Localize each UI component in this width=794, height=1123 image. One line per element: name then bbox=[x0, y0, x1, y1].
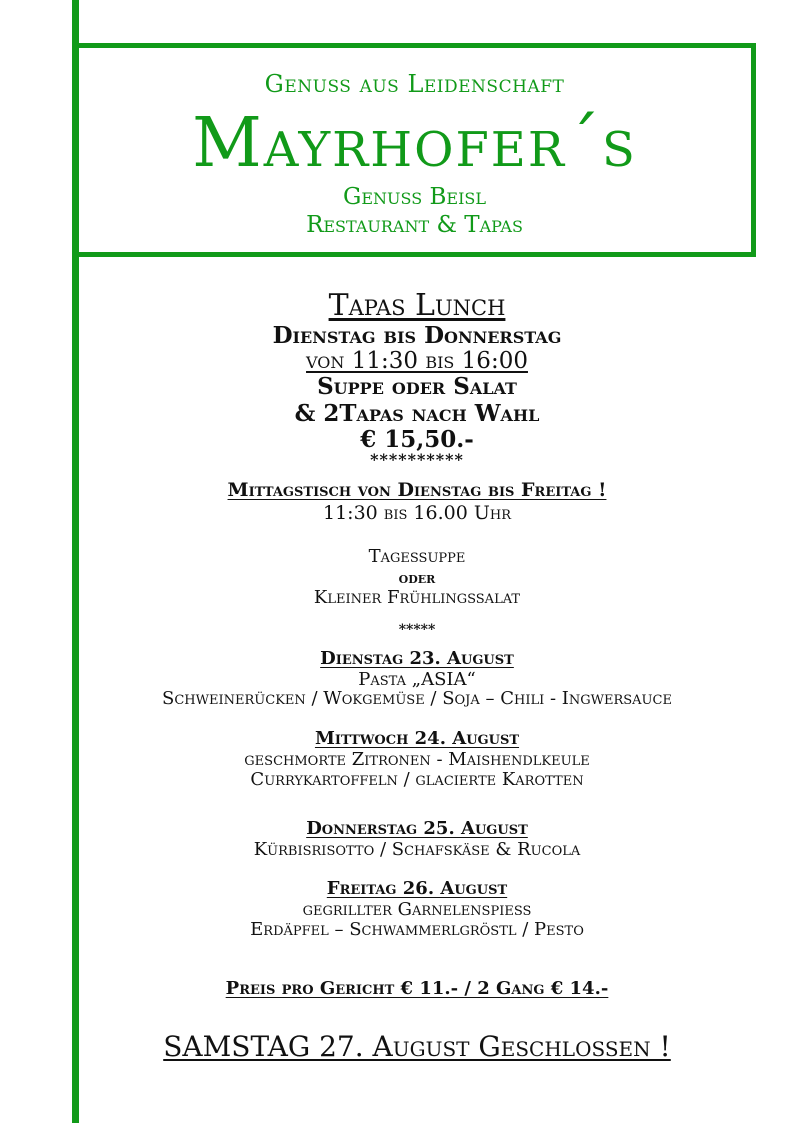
brand-name: Mayrhofer´s bbox=[192, 104, 637, 183]
tapas-lunch-time: von 11:30 bis 16:00 bbox=[306, 348, 528, 374]
day-dish-line: gegrillter Garnelenspiess bbox=[302, 899, 532, 920]
mittagstisch-soup: Tagessuppe bbox=[368, 546, 466, 567]
tagline: Genuss aus Leidenschaft bbox=[264, 70, 565, 98]
tapas-lunch-starter: Suppe oder Salat bbox=[317, 373, 517, 400]
subtitle-restaurant: Restaurant & Tapas bbox=[306, 212, 523, 238]
mittagstisch-separator: ***** bbox=[398, 622, 436, 638]
day-heading-thursday: Donnerstag 25. August bbox=[306, 818, 528, 839]
tapas-lunch-price: € 15,50.- bbox=[360, 426, 474, 453]
day-dish-line: Kürbisrisotto / Schafskäse & Rucola bbox=[253, 839, 581, 860]
tapas-lunch-choice: & 2Tapas nach Wahl bbox=[294, 400, 540, 427]
subtitle-beisl: Genuss Beisl bbox=[343, 184, 486, 210]
day-dish-line: Pasta „ASIA“ bbox=[358, 669, 476, 690]
day-heading-friday: Freitag 26. August bbox=[326, 878, 508, 899]
mittagstisch-or: oder bbox=[398, 568, 436, 587]
closed-notice: SAMSTAG 27. August Geschlossen ! bbox=[163, 1030, 671, 1063]
day-heading-wednesday: Mittwoch 24. August bbox=[314, 728, 520, 749]
header-box bbox=[78, 43, 756, 257]
tapas-lunch-title: Tapas Lunch bbox=[328, 288, 506, 323]
day-dish-line: Erdäpfel – Schwammerlgröstl / Pesto bbox=[250, 919, 584, 940]
mittagstisch-heading: Mittagstisch von Dienstag bis Freitag ! bbox=[227, 479, 607, 501]
mittagstisch-salad: Kleiner Frühlingssalat bbox=[313, 587, 521, 608]
price-line: Preis pro Gericht € 11.- / 2 Gang € 14.- bbox=[225, 978, 609, 999]
day-dish-line: Schweinerücken / Wokgemüse / Soja – Chili - Ingwersauce bbox=[162, 688, 672, 709]
day-dish-line: Currykartoffeln / glacierte Karotten bbox=[250, 769, 584, 790]
day-heading-tuesday: Dienstag 23. August bbox=[320, 648, 514, 669]
tapas-lunch-days: Dienstag bis Donnerstag bbox=[272, 322, 562, 349]
tapas-separator: ********** bbox=[370, 450, 464, 469]
mittagstisch-hours: 11:30 bis 16.00 Uhr bbox=[323, 502, 511, 524]
day-dish-line: geschmorte Zitronen - Maishendlkeule bbox=[244, 749, 590, 770]
